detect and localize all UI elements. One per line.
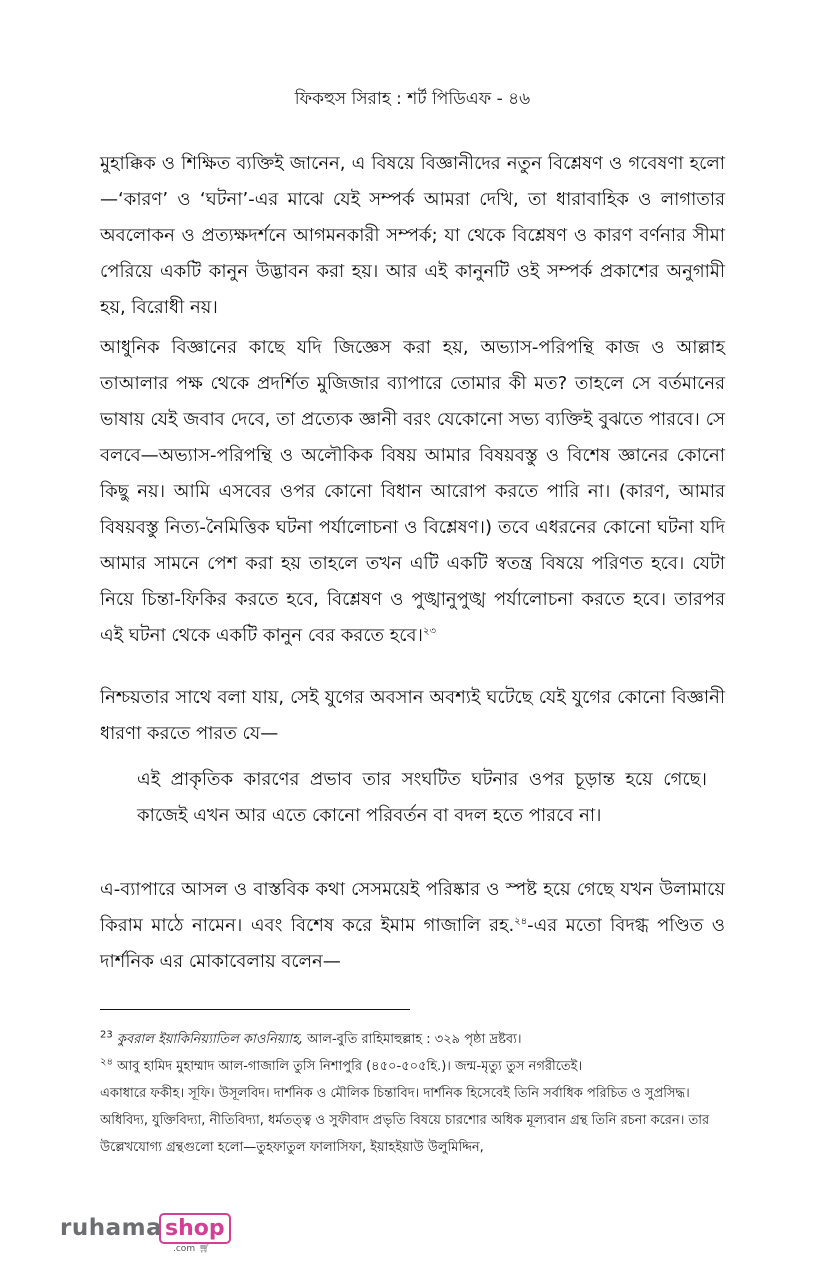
- footnote-number: ২৪: [100, 1056, 113, 1068]
- page-header: ফিকহুস সিরাহ : শর্ট পিডিএফ - ৪৬: [294, 89, 531, 109]
- footnote-ref-23[interactable]: ২৩: [422, 626, 436, 637]
- logo-text-shop: shop: [159, 1213, 231, 1244]
- footnote-24: [100, 1053, 725, 1080]
- paragraph-2-text: আধুনিক বিজ্ঞানের কাছে যদি জিজ্ঞেস করা হয়, অভ্যাস-পরিপন্থি কাজ ও আল্লাহ তাআলার পক্ষ থেকে প্রদর্শিত মুজিজার ব্যাপারে তোমার কী মত? তাহলে সে বর্তমানের ভাষায় যেই জবাব দেবে, তা প্রত্যেক জ্ঞানী বরং যেকোনো সভ্য ব্যক্তিই বুঝতে পারবে। সে বলবে—অভ্যাস-পরিপন্থি ও অলৌকিক বিষয় আমার বিষয়বস্তু ও বিশেষ জ্ঞানের কোনো কিছু নয়। আমি এসবের ওপর কোনো বিধান আরোপ করতে পারি না। (কারণ, আমার বিষয়বস্তু নিত্য-নৈমিত্তিক ঘটনা পর্যালোচনা ও বিশ্লেষণ।) তবে এধরনের কোনো ঘটনা যদি আমার সামনে পেশ করা হয় তাহলে তখন এটি একটি স্বতন্ত্র বিষয়ে পরিণত হবে। যেটা নিয়ে চিন্তা-ফিকির করতে হবে, বিশ্লেষণ ও পুঙ্খানুপুঙ্খ পর্যালোচনা করতে হবে। তারপর এই ঘটনা থেকে একটি কানুন বের করতে হবে।: [100, 337, 725, 646]
- footnote-24-continued: একাধারে ফকীহ। সূফি। উসূলবিদ। দার্শনিক ও মৌলিক চিন্তাবিদ। দার্শনিক হিসেবেই তিনি সর্বাধিক পরিচিত ও সুপ্রসিদ্ধ।: [100, 1086, 690, 1101]
- paragraph-3: নিশ্চয়তার সাথে বলা যায়, সেই যুগের অবসান অবশ্যই ঘটেছে যেই যুগের কোনো বিজ্ঞানী ধারণা করতে পারত যে—: [100, 687, 725, 744]
- footnote-24-continued: অধিবিদ্য, যুক্তিবিদ্যা, নীতিবিদ্যা, ধর্মতত্ত্ব ও সুফীবাদ প্রভৃতি বিষয়ে চারশোর অধিক মূল্যবান গ্রন্থ তিনি রচনা করেন। তার উল্লেখযোগ্য গ্রন্থগুলো হলো—তুহফাতুল ফালাসিফা, ইয়াহইয়াউ উলুমিদ্দিন,: [100, 1113, 710, 1155]
- footnote-text: আবু হামিদ মুহাম্মাদ আল-গাজালি তুসি নিশাপুরি (৪৫০-৫০৫হি.)। জন্ম-মৃত্যু তুস নগরীতেই।: [117, 1059, 583, 1074]
- footnote-book-title: কুবরাল ইয়াকিনিয়্যাতিল কাওনিয়্যাহ,: [116, 1032, 303, 1047]
- logo-text-domain: .com: [173, 1244, 196, 1254]
- paragraph-2: [100, 330, 725, 654]
- footnote-ref-24[interactable]: ২৪: [514, 916, 528, 927]
- logo-text-ruhama: ruhama: [60, 1215, 163, 1241]
- paragraph-4-tail: -এর মতো বিদগ্ধ পণ্ডিত ও দার্শনিক এর মোকাবেলায় বলেন—: [100, 915, 725, 972]
- footnote-divider: [100, 1009, 410, 1010]
- block-quote: এই প্রাকৃতিক কারণের প্রভাব তার সংঘটিত ঘটনার ওপর চূড়ান্ত হয়ে গেছে। কাজেই এখন আর এতে কোনো পরিবর্তন বা বদল হতে পারবে না।: [137, 769, 707, 826]
- footnote-number: 23: [100, 1029, 113, 1041]
- shopping-cart-icon: 🛒︎: [199, 1244, 211, 1254]
- ruhamashop-logo[interactable]: [60, 1213, 230, 1253]
- footnote-23: [100, 1026, 725, 1053]
- paragraph-1: মুহাক্কিক ও শিক্ষিত ব্যক্তিই জানেন, এ বিষয়ে বিজ্ঞানীদের নতুন বিশ্লেষণ ও গবেষণা হলো—‘কারণ’ ও ‘ঘটনা’-এর মাঝে যেই সম্পর্ক আমরা দেখি, তা ধারাবাহিক ও লাগাতার অবলোকন ও প্রত্যক্ষদর্শনে আগমনকারী সম্পর্ক; যা থেকে বিশ্লেষণ ও কারণ বর্ণনার সীমা পেরিয়ে একটি কানুন উদ্ভাবন করা হয়। আর এই কানুনটি ওই সম্পর্ক প্রকাশের অনুগামী হয়, বিরোধী নয়।: [100, 153, 725, 318]
- paragraph-4: [100, 872, 725, 980]
- footnotes: [100, 1026, 725, 1161]
- paragraph-4-text: এ-ব্যাপারে আসল ও বাস্তবিক কথা সেসময়েই পরিষ্কার ও স্পষ্ট হয়ে গেছে যখন উলামায়ে কিরাম মাঠে নামেন। এবং বিশেষ করে ইমাম গাজালি রহ.: [100, 879, 725, 936]
- footnote-text: আল-বুতি রাহিমাহুল্লাহ : ৩২৯ পৃষ্ঠা দ্রষ্টব্য।: [303, 1032, 522, 1047]
